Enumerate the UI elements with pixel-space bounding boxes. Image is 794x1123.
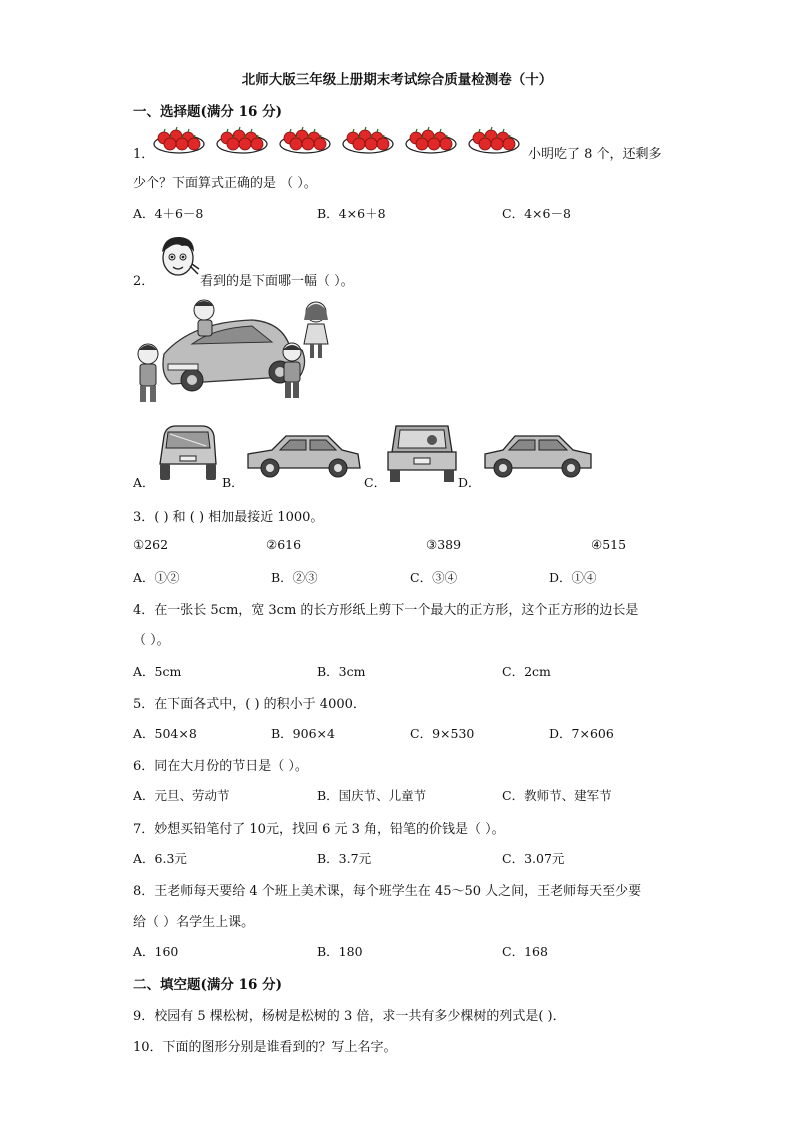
q6-option-b[interactable]: B．国庆节、儿童节 [317,788,427,803]
car-side-view-b [244,430,364,480]
q8-option-a[interactable]: A．160 [133,944,179,959]
q8-option-b[interactable]: B．180 [317,944,363,959]
q3-text: 3．( ) 和 ( ) 相加最接近 1000。 [133,510,324,525]
q2-option-a[interactable]: A． [133,475,155,490]
boy-face-icon [156,232,200,280]
q4-option-a[interactable]: A．5cm [133,664,182,679]
q3-option-d[interactable]: D．①④ [549,570,597,585]
q1-option-b[interactable]: B．4×6＋8 [317,206,386,221]
q3-option-a[interactable]: A．①② [133,570,180,585]
apple-plate [406,127,456,153]
q4-option-c[interactable]: C．2cm [502,664,551,679]
q5-option-a[interactable]: A．504×8 [133,726,197,741]
section-heading-choice: 一、选择题(满分 16 分) [133,104,282,120]
q5-option-d[interactable]: D．7×606 [549,726,614,741]
car-front-view-c [386,422,458,484]
q1-option-c[interactable]: C．4×6－8 [502,206,571,221]
apple-plate [280,127,330,153]
car-side-view-d [481,430,595,480]
plate-of-apples-icon [150,124,528,156]
car-scene-illustration [132,292,332,410]
q1-option-a[interactable]: A．4＋6－8 [133,206,204,221]
q1-text: 小明吃了 8 个，还剩多 [528,147,662,162]
q3-choice-4: ④515 [591,537,627,552]
q2-number: 2． [133,274,155,289]
q5-option-c[interactable]: C．9×530 [410,726,475,741]
q2-option-b[interactable]: B． [222,475,244,490]
q3-option-b[interactable]: B．②③ [271,570,318,585]
q10-text: 10．下面的图形分别是谁看到的？写上名字。 [133,1040,397,1055]
q7-option-c[interactable]: C．3.07元 [502,851,565,866]
q8-text: 8．王老师每天要给 4 个班上美术课，每个班学生在 45～50 人之间，王老师每天至少要 [133,884,642,899]
q2-option-c[interactable]: C． [364,475,387,490]
q7-text: 7．妙想买铅笔付了 10元，找回 6 元 3 角，铅笔的价钱是（ ）。 [133,822,505,837]
q3-choice-2: ②616 [266,537,302,552]
q6-option-c[interactable]: C．教师节、建军节 [502,788,612,803]
q2-option-d[interactable]: D． [458,475,481,490]
car-front-view-a [156,424,220,484]
q5-text: 5．在下面各式中，( ) 的积小于 4000． [133,697,366,712]
q3-option-c[interactable]: C．③④ [410,570,458,585]
q7-option-b[interactable]: B．3.7元 [317,851,372,866]
q2-text: 看到的是下面哪一幅（ ）。 [200,274,354,289]
q7-option-a[interactable]: A．6.3元 [133,851,187,866]
section-heading-fill: 二、填空题(满分 16 分) [133,977,282,993]
q8-option-c[interactable]: C．168 [502,944,548,959]
q6-option-a[interactable]: A．元旦、劳动节 [133,788,230,803]
q6-text: 6．同在大月份的节日是（ ）。 [133,759,308,774]
page-title: 北师大版三年级上册期末考试综合质量检测卷（十） [241,72,553,88]
q1-text-line2: 少个？下面算式正确的是 （ ）。 [133,176,317,191]
q3-choice-3: ③389 [426,537,462,552]
q8-text-line2: 给（ ）名学生上课。 [133,915,255,930]
apple-plate [217,127,267,153]
apple-plate [469,127,519,153]
q4-text: 4．在一张长 5cm，宽 3cm 的长方形纸上剪下一个最大的正方形，这个正方形的边长是 [133,603,639,618]
q4-text-line2: （ ）。 [133,633,170,648]
apple-plate [154,127,204,153]
q3-choice-1: ①262 [133,537,169,552]
q1-number: 1． [133,147,155,162]
apple-plate [343,127,393,153]
q5-option-b[interactable]: B．906×4 [271,726,335,741]
q4-option-b[interactable]: B．3cm [317,664,366,679]
q9-text: 9．校园有 5 棵松树，杨树是松树的 3 倍，求一共有多少棵树的列式是( )． [133,1009,566,1024]
